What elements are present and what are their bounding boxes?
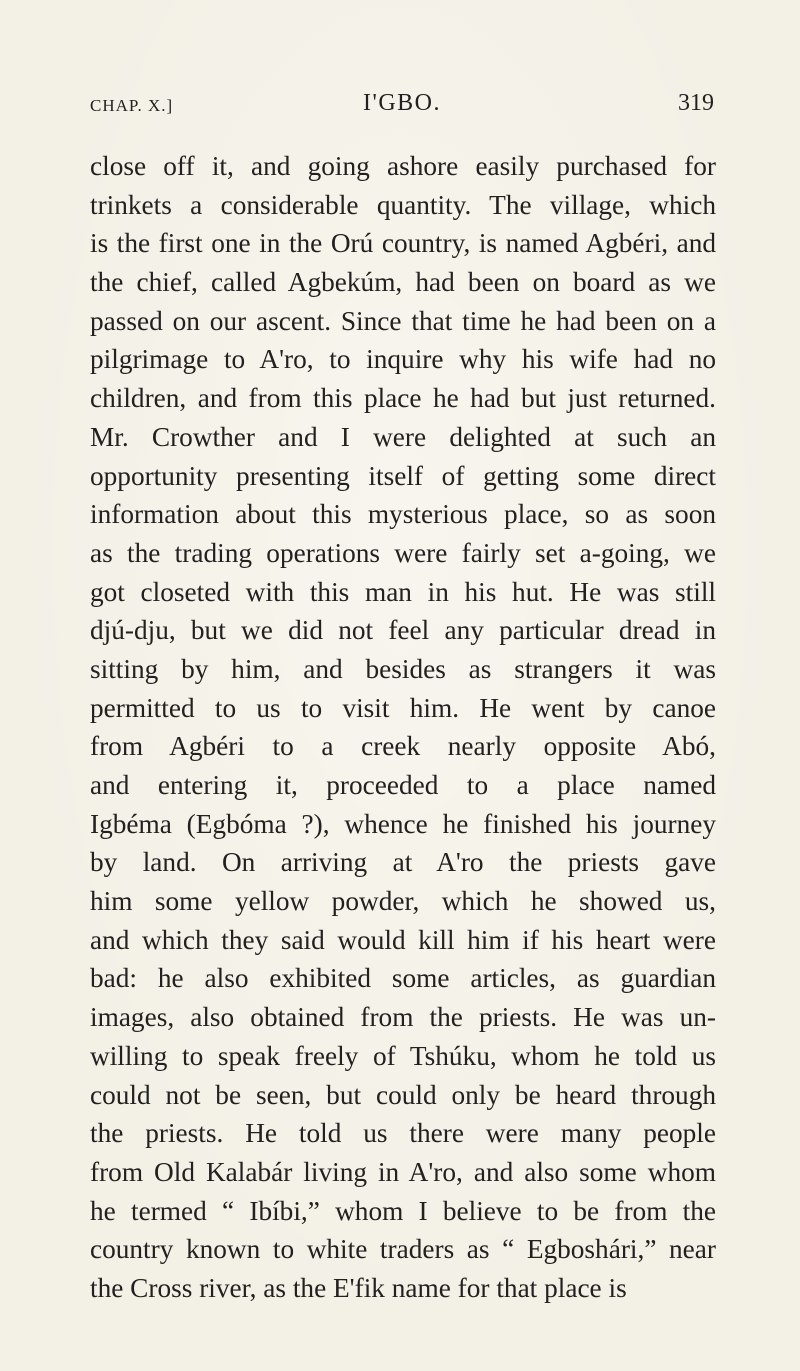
text-line: information about this mysterious place, so as soon (90, 499, 716, 530)
text-line: the Cross river, as the E'fik name for that place is (90, 1272, 627, 1303)
text-line: got closeted with this man in his hut. He was still (90, 576, 716, 607)
text-line: the chief, called Agbekúm, had been on board as we (90, 267, 716, 298)
page-number: 319 (678, 90, 714, 116)
text-line: him some yellow powder, which he showed us, (90, 886, 716, 917)
body-text (90, 147, 716, 1308)
text-line: bad: he also exhibited some articles, as guardian (90, 963, 716, 994)
text-line: and entering it, proceeded to a place named (90, 770, 716, 800)
text-line: from Agbéri to a creek nearly opposite Abó, (90, 731, 716, 762)
text-line: could not be seen, but could only be heard through (90, 1079, 716, 1110)
text-line: sitting by him, and besides as strangers it was (90, 653, 716, 684)
text-line: children, and from this place he had but just returned. (90, 383, 716, 414)
text-line: close off it, and going ashore easily purchased for (90, 151, 716, 181)
text-line: pilgrimage to A'ro, to inquire why his wife had no (90, 344, 716, 375)
text-line: he termed “ Ibíbi,” whom I believe to be from the (90, 1195, 716, 1226)
chapter-label: CHAP. X.] (90, 96, 174, 115)
running-header (90, 88, 714, 128)
text-line: and which they said would kill him if his heart were (90, 924, 716, 955)
text-line: trinkets a considerable quantity. The village, which (90, 189, 716, 220)
text-line: djú-dju, but we did not feel any particular dread in (90, 615, 716, 646)
text-line: the priests. He told us there were many people (90, 1118, 716, 1149)
text-line: opportunity presenting itself of getting some direct (90, 460, 716, 491)
text-line: Igbéma (Egbóma ?), whence he finished his journey (90, 808, 716, 839)
text-line: by land. On arriving at A'ro the priests gave (90, 847, 716, 878)
page-title: I'GBO. (363, 90, 441, 116)
text-line: willing to speak freely of Tshúku, whom he told us (90, 1040, 716, 1071)
text-line: images, also obtained from the priests. He was un- (90, 1002, 716, 1033)
text-line: from Old Kalabár living in A'ro, and also some whom (90, 1156, 716, 1187)
text-line: as the trading operations were fairly set a-going, we (90, 537, 716, 568)
text-line: country known to white traders as “ Egboshári,” near (90, 1234, 716, 1265)
text-line: is the first one in the Orú country, is named Agbéri, and (90, 228, 716, 259)
text-line: Mr. Crowther and I were delighted at such an (90, 421, 716, 452)
text-line: passed on our ascent. Since that time he had been on a (90, 305, 716, 336)
text-line: permitted to us to visit him. He went by canoe (90, 692, 716, 723)
